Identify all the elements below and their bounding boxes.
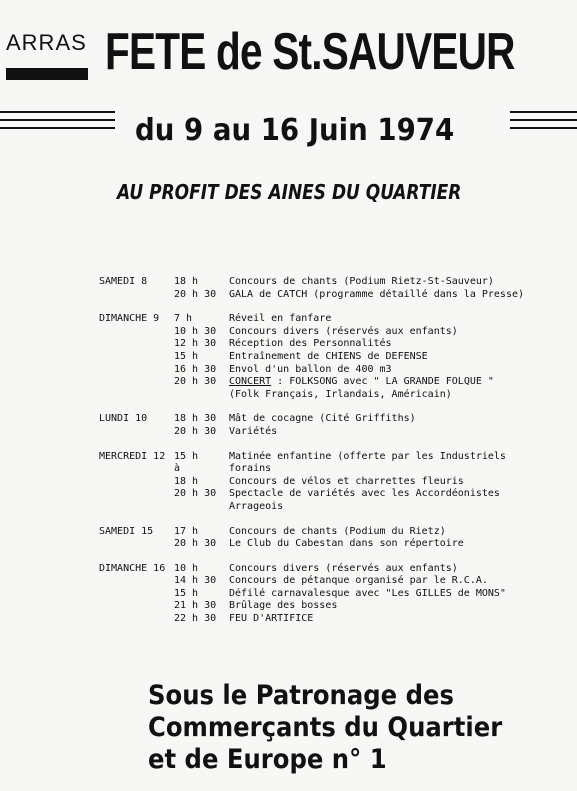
schedule-row [99, 526, 569, 539]
time-label: 18 h [174, 475, 199, 487]
activity-description: Concours divers (réservés aux enfants) [229, 562, 458, 574]
activity-description: FEU D'ARTIFICE [229, 613, 314, 625]
schedule-row [99, 563, 569, 576]
patronage-footer [148, 680, 502, 776]
activity-description: GALA de CATCH (programme détaillé dans la Presse) [229, 288, 525, 300]
day-label: DIMANCHE 16 [99, 562, 166, 574]
time-label: 10 h [174, 562, 199, 574]
activity-description: Spectacle de variétés avec les Accordéonistes [229, 488, 500, 500]
time-label: 20 h 30 [174, 488, 217, 500]
schedule-row [99, 351, 569, 364]
schedule-row [99, 326, 569, 339]
schedule-row [99, 613, 569, 626]
time-label: 16 h 30 [174, 363, 217, 375]
activity-description: Le Club du Cabestan dans son répertoire [229, 538, 464, 550]
left-rule-mid [0, 119, 115, 121]
activity-description: Mât de cocagne (Cité Griffiths) [229, 413, 416, 425]
day-label [99, 326, 174, 339]
city-underline-bar [6, 68, 88, 80]
day-label [99, 476, 174, 489]
program-schedule [99, 276, 569, 638]
time-label: 7 h [174, 313, 193, 325]
day-label [99, 338, 174, 351]
footer-line: Sous le Patronage des [148, 680, 454, 711]
schedule-row [99, 338, 569, 351]
day-block [99, 413, 569, 438]
activity-description: Concours de vélos et charrettes fleuris [229, 475, 464, 487]
time-label: 17 h [174, 525, 199, 537]
activity-description: Variétés [229, 425, 278, 437]
activity-description: Brûlage des bosses [229, 600, 338, 612]
time-label [174, 501, 229, 514]
day-label [99, 289, 174, 302]
time-label: 20 h 30 [174, 376, 217, 388]
schedule-row [99, 588, 569, 601]
activity-description: Réception des Personnalités [229, 338, 392, 350]
time-label: 10 h 30 [174, 325, 217, 337]
activity-description: Arrageois [229, 500, 284, 512]
day-block [99, 451, 569, 514]
activity-description: Défilé carnavalesque avec "Les GILLES de MONS" [229, 587, 506, 599]
time-label: 14 h 30 [174, 575, 217, 587]
day-block [99, 563, 569, 626]
right-rule-bottom [510, 127, 577, 129]
event-subtitle: AU PROFIT DES AINES DU QUARTIER [117, 180, 462, 204]
time-label: 21 h 30 [174, 600, 217, 612]
day-label [99, 463, 174, 476]
schedule-row [99, 389, 569, 402]
day-label [99, 538, 174, 551]
schedule-row [99, 364, 569, 377]
activity-description: forains [229, 463, 272, 475]
right-rule-top [510, 111, 577, 113]
schedule-row [99, 276, 569, 289]
activity-description: Concours de pétanque organisé par le R.C.A. [229, 575, 488, 587]
schedule-row [99, 600, 569, 613]
time-label: à [174, 463, 181, 475]
activity-description [229, 376, 569, 389]
schedule-row [99, 463, 569, 476]
right-rule-mid [510, 119, 577, 121]
city-label: ARRAS [6, 30, 87, 55]
time-label: 20 h 30 [174, 538, 217, 550]
time-label: 20 h 30 [174, 288, 217, 300]
schedule-row [99, 313, 569, 326]
activity-description: Concours divers (réservés aux enfants) [229, 325, 458, 337]
activity-description: Matinée enfantine (offerte par les Industriels [229, 450, 506, 462]
schedule-row [99, 538, 569, 551]
day-label [99, 426, 174, 439]
time-label: 22 h 30 [174, 613, 217, 625]
day-label [99, 575, 174, 588]
day-label [99, 376, 174, 389]
schedule-row [99, 451, 569, 464]
time-label: 12 h 30 [174, 338, 217, 350]
day-block [99, 526, 569, 551]
time-label: 15 h [174, 350, 199, 362]
activity-description: Concours de chants (Podium Rietz-St-Sauveur) [229, 276, 494, 287]
activity-description: Entraînement de CHIENS de DEFENSE [229, 350, 428, 362]
schedule-row [99, 575, 569, 588]
schedule-row [99, 376, 569, 389]
day-label [99, 613, 174, 626]
day-label [99, 389, 174, 402]
day-label [99, 488, 174, 501]
schedule-row [99, 289, 569, 302]
activity-description: Réveil en fanfare [229, 313, 332, 325]
schedule-row [99, 426, 569, 439]
day-label: DIMANCHE 9 [99, 313, 160, 325]
time-label: 15 h [174, 450, 199, 462]
day-label [99, 588, 174, 601]
day-label [99, 364, 174, 377]
time-label [174, 389, 229, 402]
day-label: SAMEDI 8 [99, 276, 148, 287]
day-block [99, 313, 569, 401]
day-label [99, 501, 174, 514]
activity-description: Concours de chants (Podium du Rietz) [229, 525, 446, 537]
page-title: FETE de St.SAUVEUR [105, 23, 515, 81]
footer-line: Commerçants du Quartier [148, 712, 503, 743]
day-label: LUNDI 10 [99, 413, 148, 425]
activity-description: Envol d'un ballon de 400 m3 [229, 363, 392, 375]
schedule-row [99, 476, 569, 489]
left-rule-bottom [0, 127, 115, 129]
activity-highlight: CONCERT [229, 376, 272, 388]
event-dates: du 9 au 16 Juin 1974 [135, 113, 455, 148]
day-label: SAMEDI 15 [99, 525, 154, 537]
time-label: 15 h [174, 587, 199, 599]
activity-detail: : FOLKSONG avec " LA GRANDE FOLQUE " [271, 376, 494, 388]
left-rule-top [0, 111, 115, 113]
time-label: 20 h 30 [174, 425, 217, 437]
day-block [99, 276, 569, 301]
schedule-row [99, 488, 569, 501]
day-label [99, 600, 174, 613]
time-label: 18 h 30 [174, 413, 217, 425]
footer-line: et de Europe n° 1 [148, 744, 387, 775]
day-label [99, 351, 174, 364]
activity-description: (Folk Français, Irlandais, Américain) [229, 388, 452, 400]
schedule-row [99, 501, 569, 514]
day-label: MERCREDI 12 [99, 450, 166, 462]
time-label: 18 h [174, 276, 199, 287]
schedule-row [99, 413, 569, 426]
